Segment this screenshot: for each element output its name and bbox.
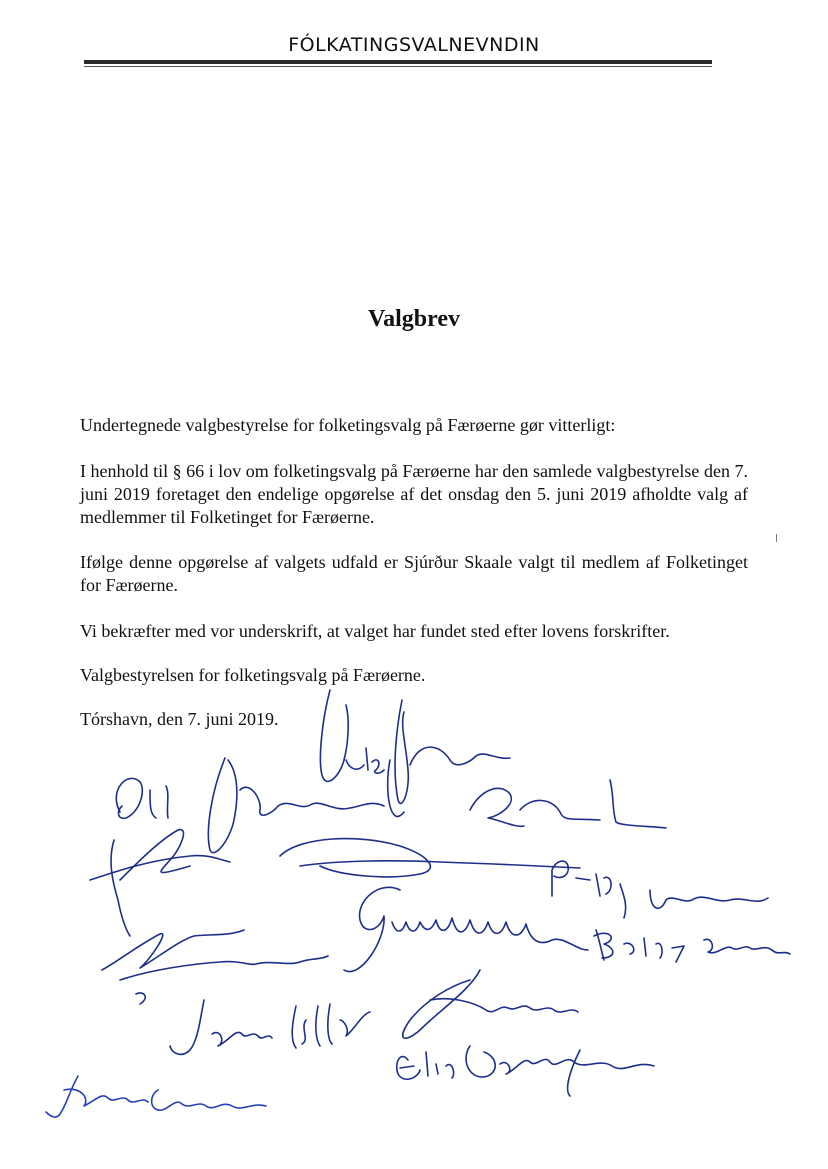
signature-loop <box>280 839 580 877</box>
signature-ole <box>320 690 510 803</box>
signature-jorgensen <box>403 970 578 1038</box>
document-title: Valgbrev <box>367 306 460 332</box>
margin-mark <box>776 534 777 542</box>
paragraph-confirmation: Vi bekræfter med vor underskrift, at valget har fundet sted efter lovens forskrifter. <box>80 621 670 641</box>
header-rule-thin <box>84 66 712 67</box>
signature-left-mark <box>90 830 230 936</box>
signature-elin <box>397 1046 654 1096</box>
signature-ari <box>116 758 404 853</box>
signature-left-wavy <box>102 930 328 1004</box>
signature-petry <box>552 861 768 918</box>
paragraph-board: Valgbestyrelsen for folketingsvalg på Færøerne. <box>80 665 426 685</box>
place-date-line: Tórshavn, den 7. juni 2019. <box>80 709 279 729</box>
header-rule-thick <box>84 60 712 64</box>
signature-bardur <box>594 930 790 962</box>
paragraph-result: Ifølge denne opgørelse af valgets udfald er Sjúrður Skaale valgt til medlem af Folketinget for Færøerne. <box>80 552 748 595</box>
paragraph-legal-basis: I henhold til § 66 i lov om folketingsvalg på Færøerne har den samlede valgbestyrelse den 7. juni 2019 foretaget den endelige opgørelse af det onsdag den 5. juni 2019 afholdte valg af medlemmer til Folketinget for Færøerne. <box>80 461 748 527</box>
paragraph-declaration: Undertegnede valgbestyrelse for folketingsvalg på Færøerne gør vitterligt: <box>80 415 616 435</box>
signature-bottom-left <box>46 1076 266 1117</box>
signature-janus <box>170 1000 370 1054</box>
organization-header: FÓLKATINGSVALNEVNDIN <box>288 34 540 56</box>
signature-rl <box>470 780 666 828</box>
signature-gunnar <box>344 887 588 971</box>
